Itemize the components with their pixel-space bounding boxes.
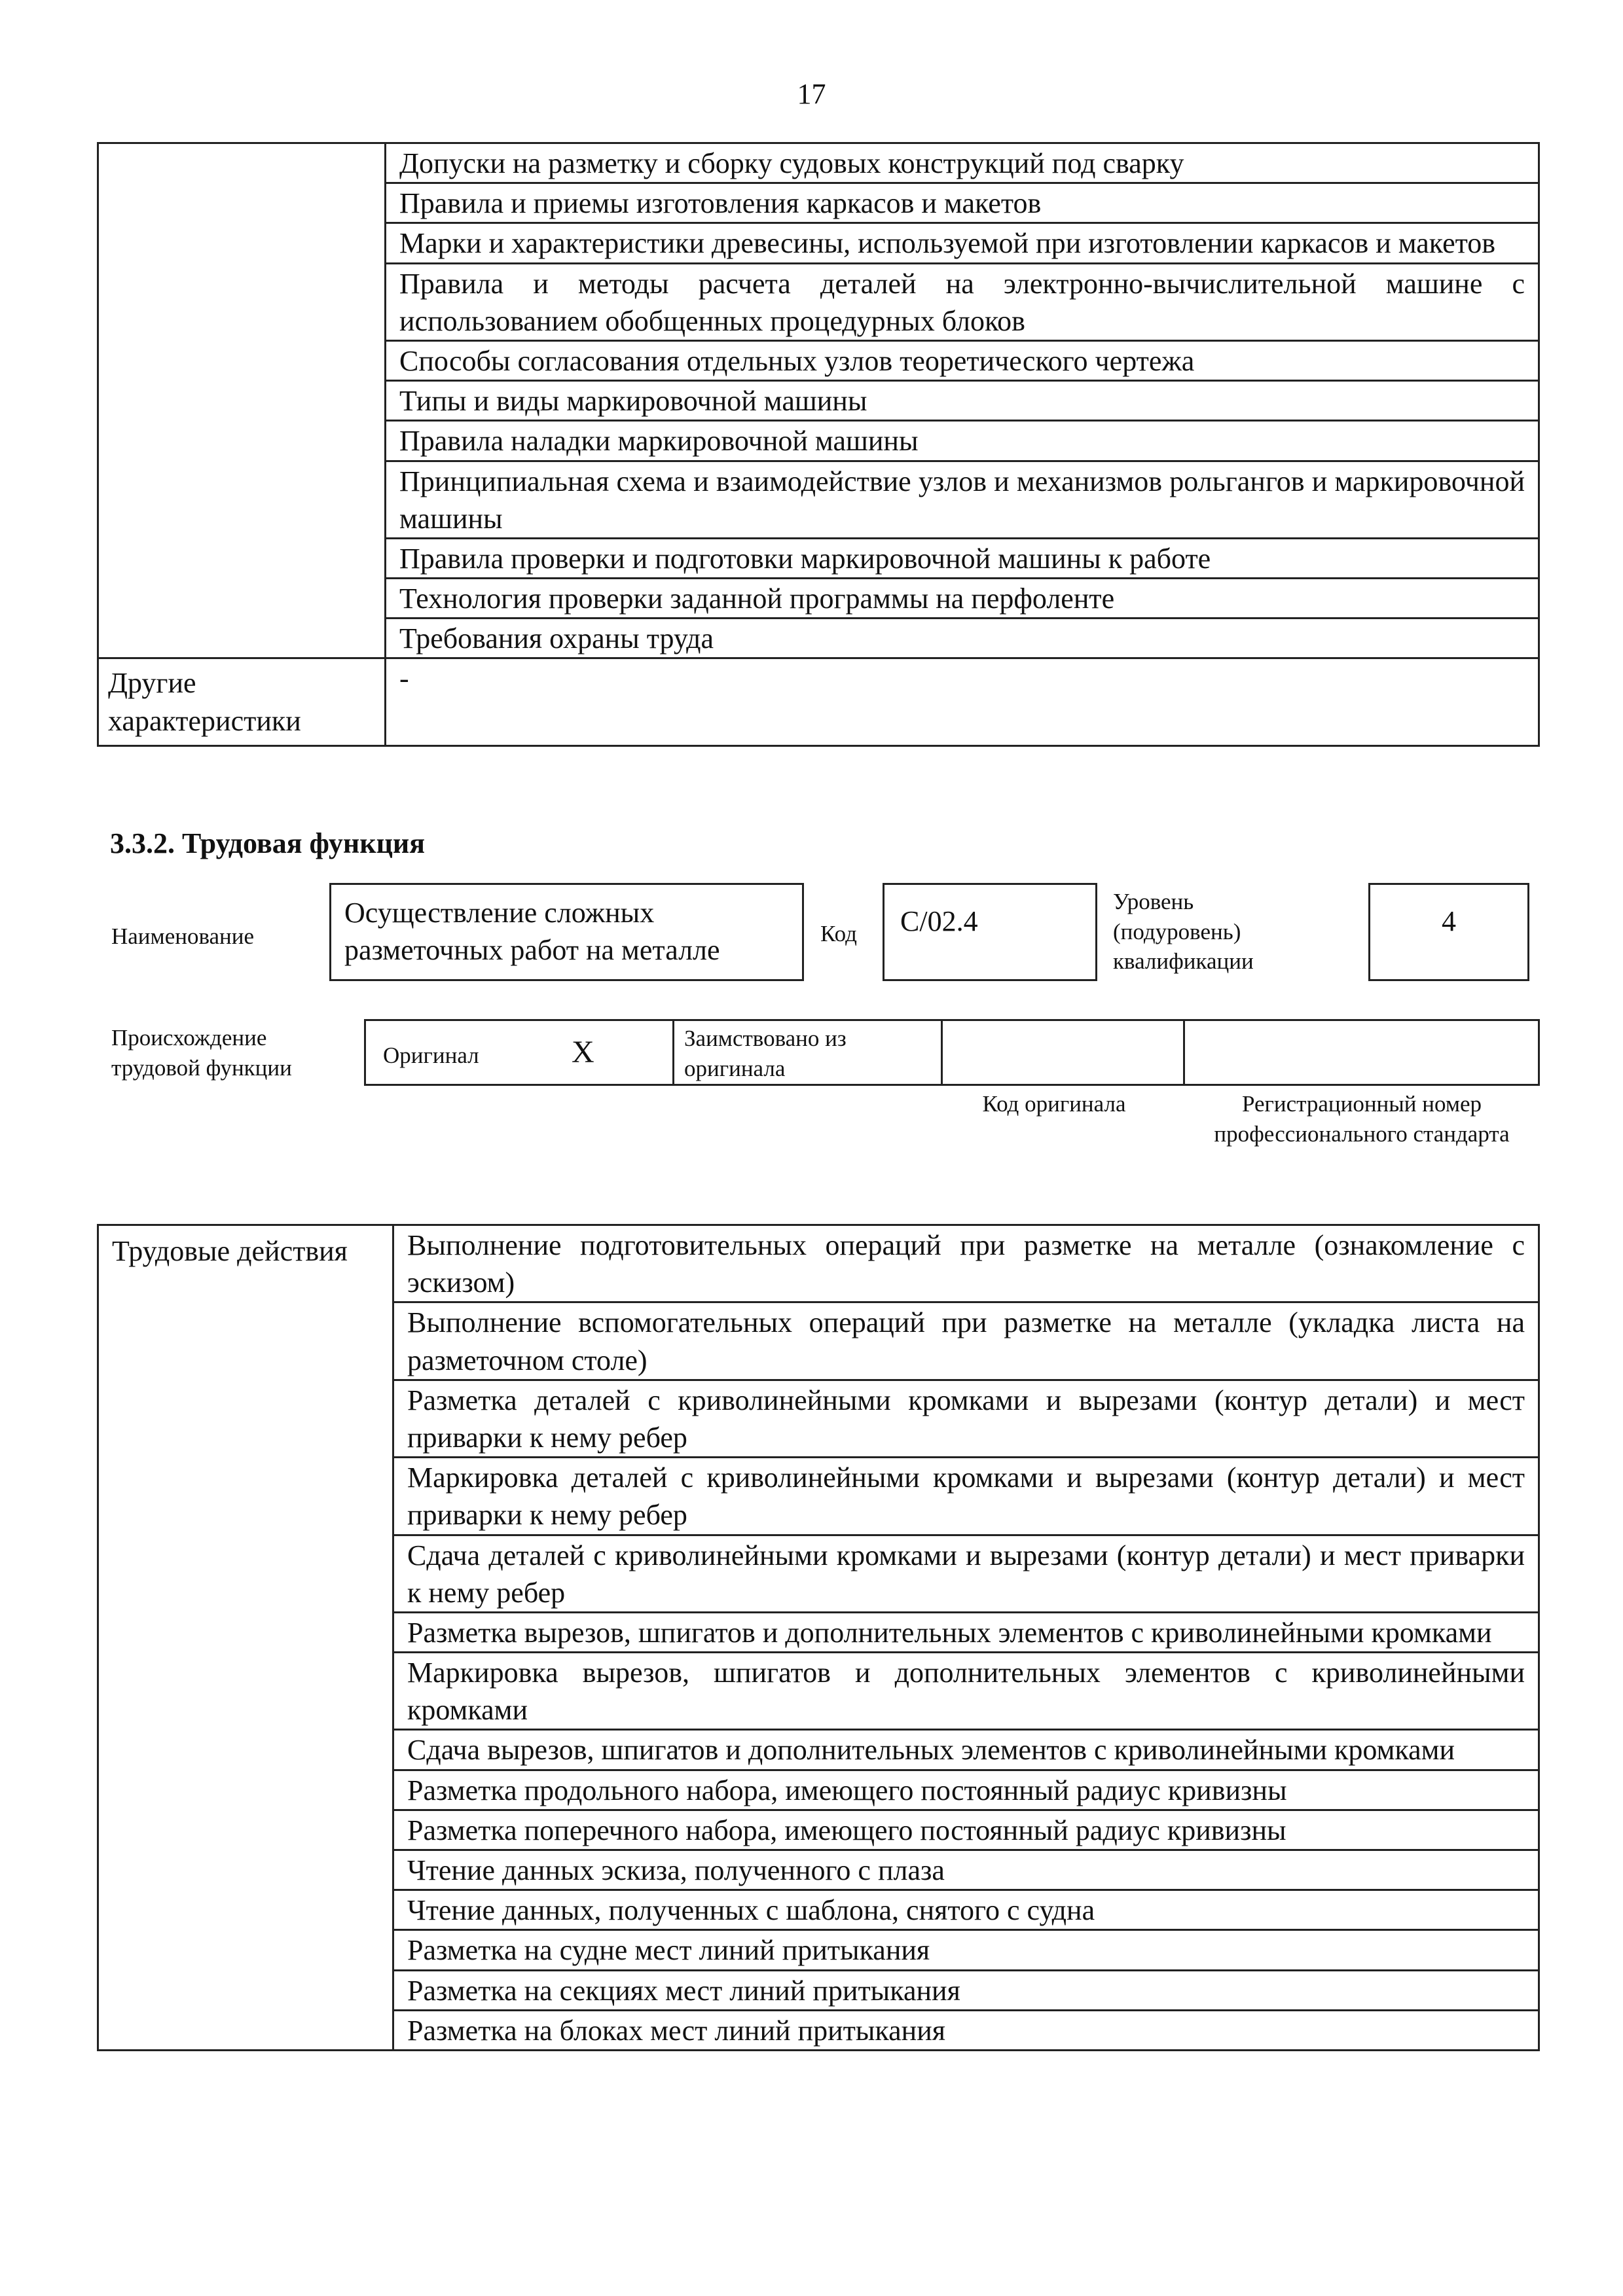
borrowed-label: Заимствовано из оригинала bbox=[684, 1026, 847, 1081]
other-characteristics-value: - bbox=[386, 658, 1539, 745]
action-item: Разметка на блоках мест линий притыкания bbox=[393, 2010, 1539, 2050]
level-value: 4 bbox=[1442, 905, 1456, 937]
original-label: Оригинал bbox=[383, 1043, 479, 1068]
action-item: Выполнение вспомогательных операций при разметке на металле (укладка листа на разметочном столе) bbox=[393, 1302, 1539, 1380]
action-item: Разметка на судне мест линий притыкания bbox=[393, 1930, 1539, 1970]
action-item: Разметка продольного набора, имеющего постоянный радиус кривизны bbox=[393, 1770, 1539, 1810]
function-code-value: C/02.4 bbox=[900, 905, 978, 937]
knowledge-label-cell bbox=[98, 143, 386, 658]
function-code-box bbox=[883, 883, 1097, 981]
knowledge-item: Правила проверки и подготовки маркировочной машины к работе bbox=[386, 538, 1539, 578]
knowledge-item: Типы и виды маркировочной машины bbox=[386, 381, 1539, 421]
code-label: Код bbox=[820, 921, 857, 946]
level-label: Уровень (подуровень) квалификации bbox=[1113, 889, 1254, 974]
table-row bbox=[98, 143, 1539, 183]
action-item: Разметка вырезов, шпигатов и дополнительных элементов с криволинейными кромками bbox=[393, 1612, 1539, 1652]
action-item: Маркировка вырезов, шпигатов и дополнительных элементов с криволинейными кромками bbox=[393, 1653, 1539, 1730]
origin-divider bbox=[1183, 1021, 1185, 1084]
table-row bbox=[98, 658, 1539, 745]
knowledge-item: Марки и характеристики древесины, используемой при изготовлении каркасов и макетов bbox=[386, 223, 1539, 263]
actions-table bbox=[97, 1224, 1540, 2051]
origin-label: Происхождение трудовой функции bbox=[111, 1025, 292, 1081]
original-mark: X bbox=[572, 1035, 594, 1069]
knowledge-table bbox=[97, 142, 1540, 747]
action-item: Сдача деталей с криволинейными кромками и вырезами (контур детали) и мест приварки к нему ребер bbox=[393, 1535, 1539, 1612]
action-item: Сдача вырезов, шпигатов и дополнительных элементов с криволинейными кромками bbox=[393, 1730, 1539, 1770]
table-row bbox=[98, 1225, 1539, 1302]
code-original-caption: Код оригинала bbox=[982, 1091, 1126, 1117]
actions-label: Трудовые действия bbox=[98, 1225, 393, 2051]
section-heading: 3.3.2. Трудовая функция bbox=[110, 827, 426, 859]
function-name-value: Осуществление сложных разметочных работ на металле bbox=[344, 897, 720, 967]
action-item: Выполнение подготовительных операций при разметке на металле (ознакомление с эскизом) bbox=[393, 1225, 1539, 1302]
knowledge-item: Технология проверки заданной программы на перфоленте bbox=[386, 579, 1539, 619]
knowledge-item: Правила и приемы изготовления каркасов и макетов bbox=[386, 183, 1539, 223]
knowledge-item: Правила наладки маркировочной машины bbox=[386, 421, 1539, 461]
function-name-box bbox=[329, 883, 804, 981]
action-item: Маркировка деталей с криволинейными кромками и вырезами (контур детали) и мест приварки к нему ребер bbox=[393, 1458, 1539, 1535]
action-item: Чтение данных, полученных с шаблона, снятого с судна bbox=[393, 1890, 1539, 1930]
knowledge-item: Правила и методы расчета деталей на электронно-вычислительной машине с использованием обобщенных процедурных блоков bbox=[386, 263, 1539, 340]
knowledge-item: Допуски на разметку и сборку судовых конструкций под сварку bbox=[386, 143, 1539, 183]
knowledge-item: Принципиальная схема и взаимодействие узлов и механизмов рольгангов и маркировочной машины bbox=[386, 461, 1539, 538]
reg-number-caption: Регистрационный номер профессионального стандарта bbox=[1214, 1091, 1510, 1147]
action-item: Разметка поперечного набора, имеющего постоянный радиус кривизны bbox=[393, 1810, 1539, 1850]
other-characteristics-label: Другие характеристики bbox=[98, 658, 386, 745]
page-number: 17 bbox=[797, 78, 826, 110]
origin-divider bbox=[941, 1021, 943, 1084]
origin-row bbox=[364, 1019, 1540, 1086]
action-item: Чтение данных эскиза, полученного с плаза bbox=[393, 1850, 1539, 1890]
action-item: Разметка на секциях мест линий притыкания bbox=[393, 1970, 1539, 2010]
knowledge-item: Способы согласования отдельных узлов теоретического чертежа bbox=[386, 340, 1539, 380]
level-box bbox=[1368, 883, 1529, 981]
action-item: Разметка деталей с криволинейными кромками и вырезами (контур детали) и мест приварки к нему ребер bbox=[393, 1380, 1539, 1457]
origin-divider bbox=[672, 1021, 674, 1084]
knowledge-item: Требования охраны труда bbox=[386, 619, 1539, 658]
name-label: Наименование bbox=[111, 924, 255, 949]
